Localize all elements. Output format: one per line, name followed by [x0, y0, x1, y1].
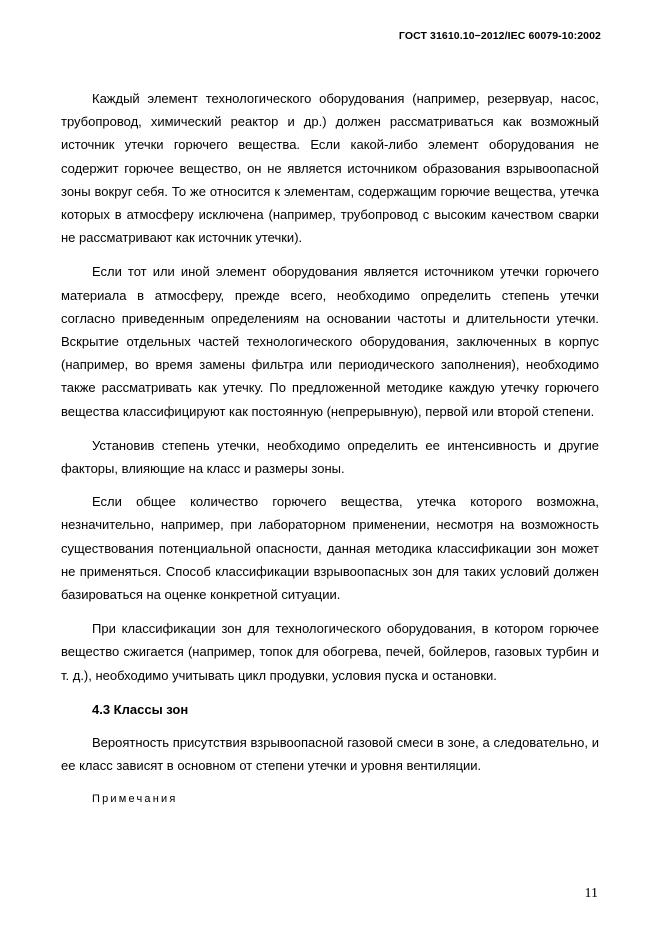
page-number: 11: [584, 886, 598, 901]
document-body: [61, 87, 599, 811]
document-code-header: ГОСТ 31610.10−2012/IEC 60079-10:2002: [398, 30, 601, 42]
paragraph-leak-source: Если тот или иной элемент оборудования является источником утечки горючего материала в атмосферу, прежде всего, необходимо определить степень утечки согласно приведенным определениям на основании частоты и длительности утечки. Вскрытие отдельных частей технологического оборудования, заключенных в корпус (например, во время замены фильтра или периодического заполнения), необходимо также рассматривать как утечку. По предложенной методике каждую утечку горючего вещества классифицируют как постоянную (непрерывную), первой или второй степени.: [61, 264, 599, 419]
section-title: 4.3 Классы зон: [92, 701, 189, 717]
paragraph-small-quantity: Если общее количество горючего вещества, утечка которого возможна, незначительно, например, при лабораторном применении, несмотря на возможность существования потенциальной опасности, данная методика классификации зон может не применяться. Способ классификации взрывоопасных зон для таких условий должен базироваться на оценке конкретной ситуации.: [61, 494, 599, 603]
paragraph-burning-equipment: При классификации зон для технологического оборудования, в котором горючее вещество сжигается (например, топок для обогрева, печей, бойлеров, газовых турбин и т. д.), необходимо учитывать цикл продувки, условия пуска и остановки.: [61, 621, 599, 683]
notes-label: Примечания: [92, 793, 178, 806]
paragraph-equipment-elements: Каждый элемент технологического оборудования (например, резервуар, насос, трубопровод, химический реактор и др.) должен рассматриваться как возможный источник утечки горючего вещества. Если какой-либо элемент оборудования не содержит горючее вещество, он не является источником образования взрывоопасной зоны вокруг себя. То же относится к элементам, содержащим горючие вещества, утечка которых в атмосферу исключена (например, трубопровод с высоким качеством сварки не рассматривают как источник утечки).: [61, 91, 599, 246]
paragraph-leak-intensity: Установив степень утечки, необходимо определить ее интенсивность и другие факторы, влияющие на класс и размеры зоны.: [61, 437, 599, 477]
paragraph-zone-classes: Вероятность присутствия взрывоопасной газовой смеси в зоне, а следовательно, и ее класс зависят в основном от степени утечки и уровня вентиляции.: [61, 734, 599, 774]
